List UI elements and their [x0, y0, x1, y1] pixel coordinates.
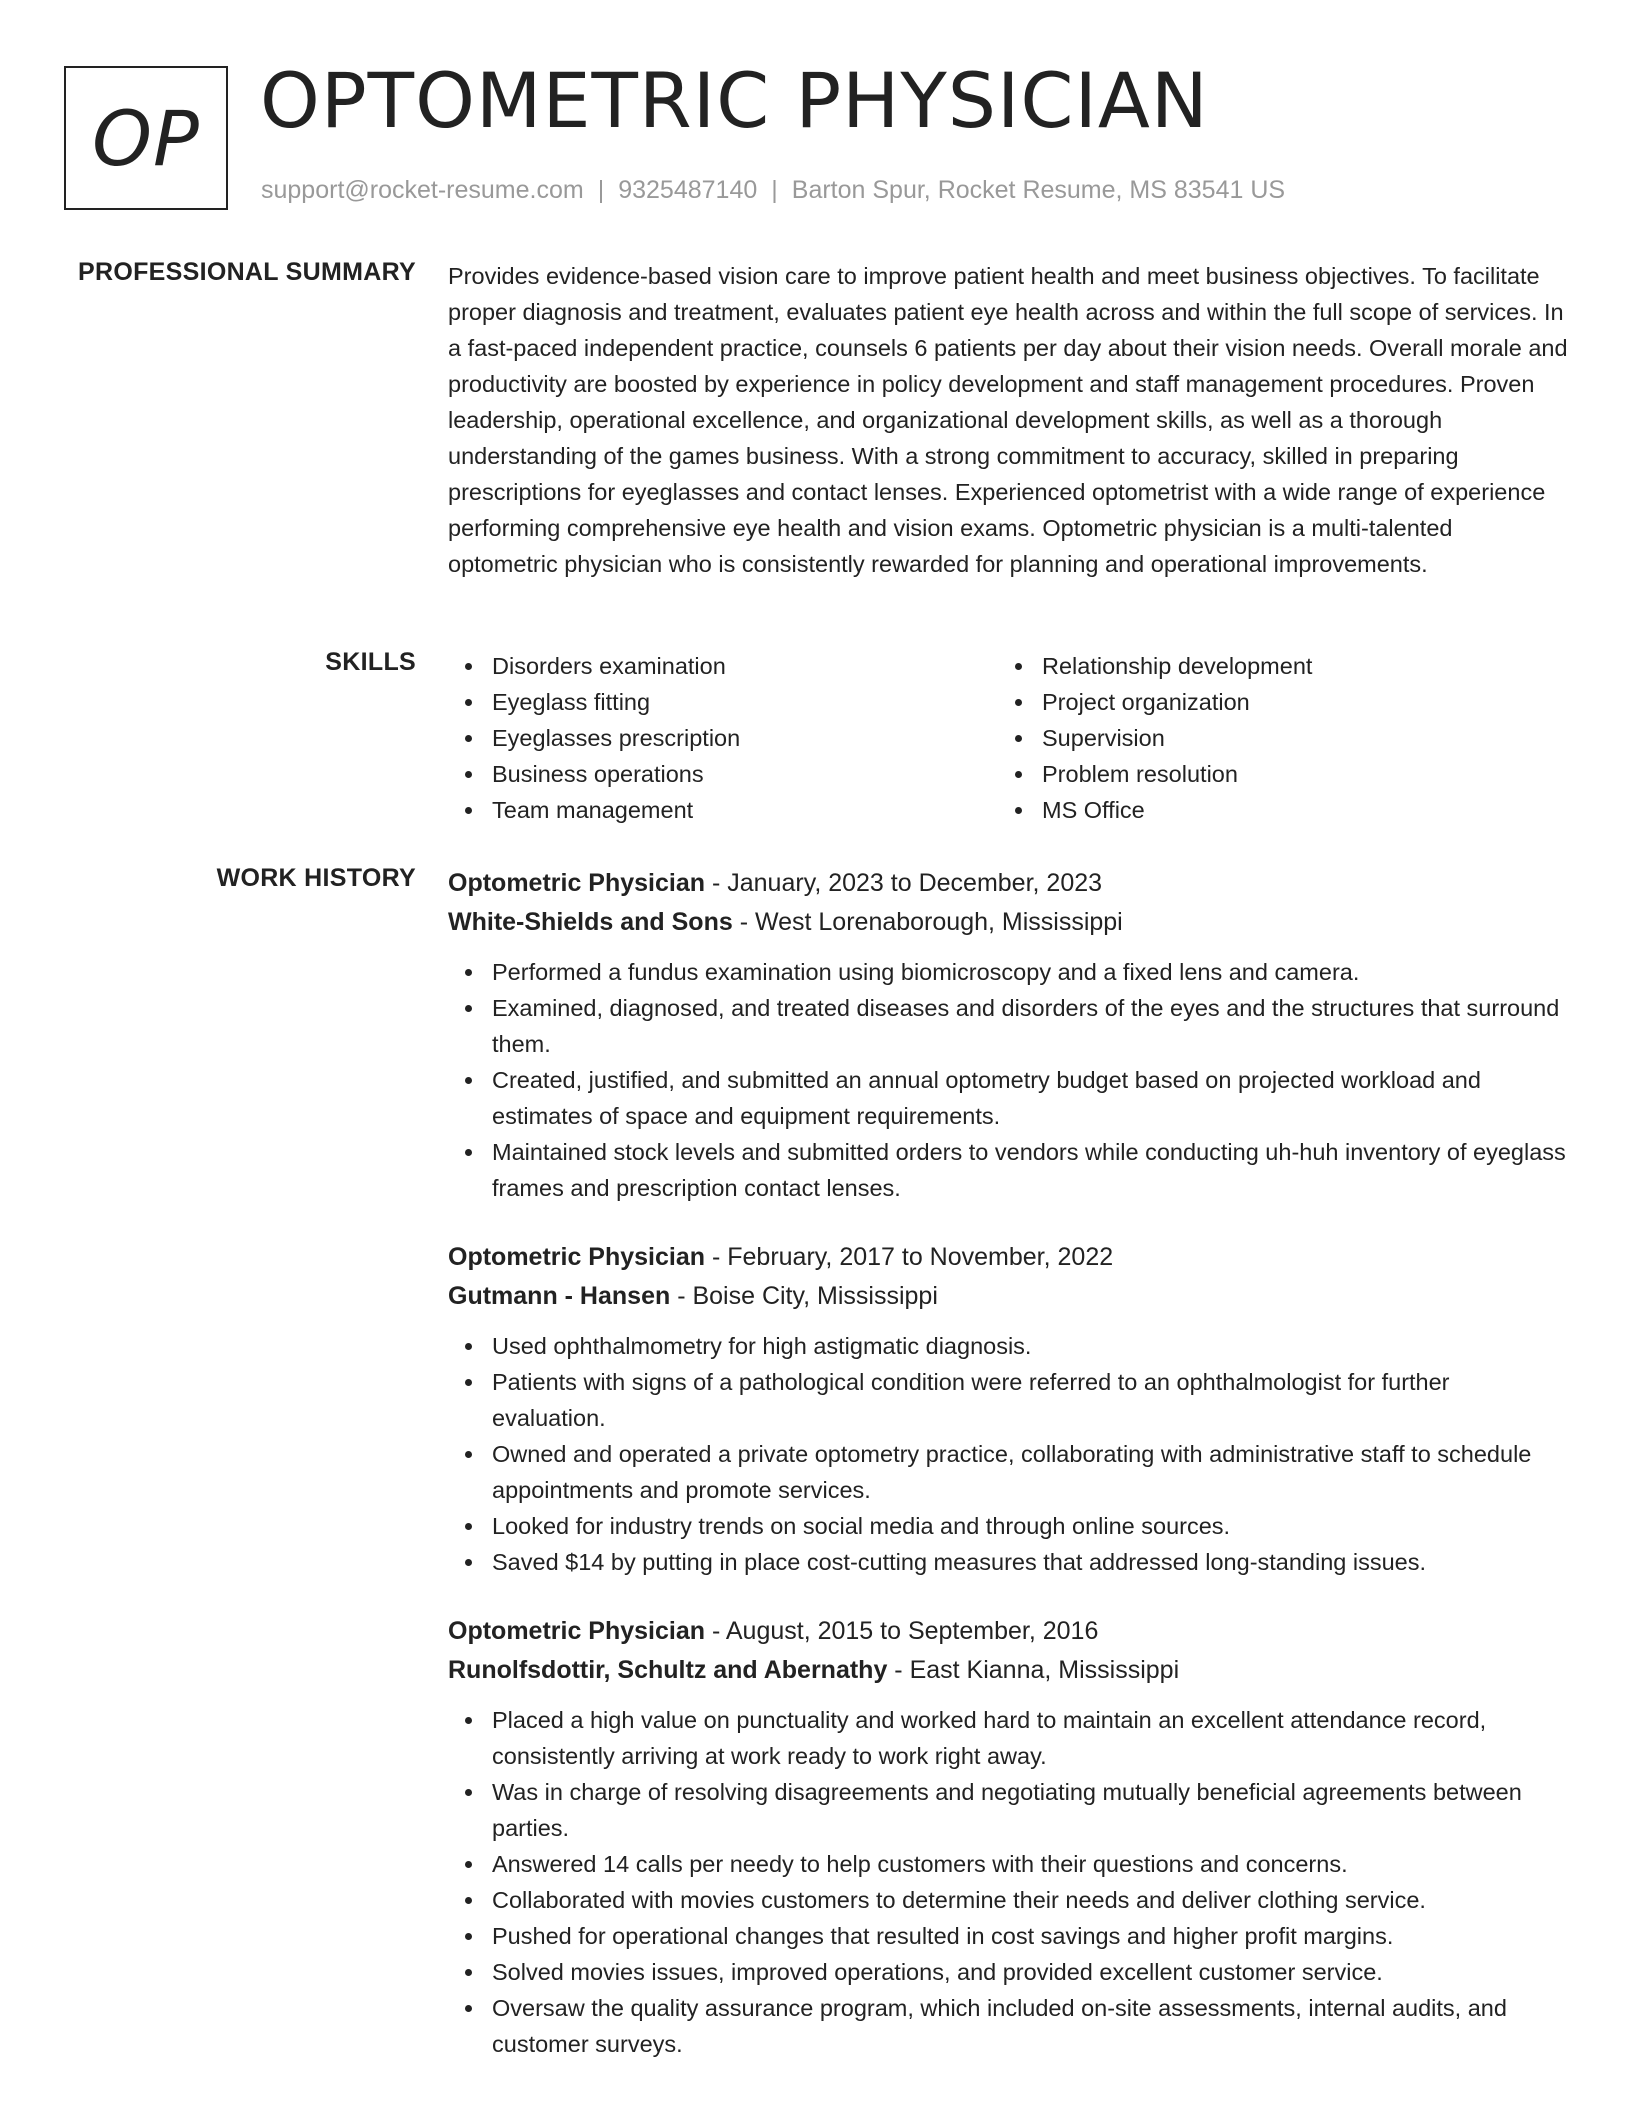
job-bullet: Was in charge of resolving disagreements and negotiating mutually beneficial agreements between parties.	[448, 1774, 1568, 1846]
job-bullet: Performed a fundus examination using biomicroscopy and a fixed lens and camera.	[448, 954, 1568, 990]
job-entry	[448, 1612, 1568, 2062]
job-company: Gutmann - Hansen	[448, 1282, 671, 1310]
job-bullet: Collaborated with movies customers to determine their needs and deliver clothing service.	[448, 1882, 1568, 1918]
contact-line	[261, 176, 1285, 205]
job-entry	[448, 864, 1568, 1206]
skill-item: Supervision	[998, 720, 1548, 756]
job-role: Optometric Physician	[448, 869, 706, 897]
job-company-line	[448, 1651, 1568, 1690]
job-bullet: Answered 14 calls per needy to help customers with their questions and concerns.	[448, 1846, 1568, 1882]
job-dates: - February, 2017 to November, 2022	[705, 1243, 1114, 1271]
skill-item: Team management	[448, 792, 998, 828]
job-role: Optometric Physician	[448, 1243, 706, 1271]
job-bullets	[448, 1702, 1568, 2062]
job-bullet: Examined, diagnosed, and treated diseases and disorders of the eyes and the structures that surround them.	[448, 990, 1568, 1062]
monogram-initials: OP	[92, 93, 200, 183]
job-bullet: Saved $14 by putting in place cost-cutting measures that addressed long-standing issues.	[448, 1544, 1568, 1580]
job-location: - Boise City, Mississippi	[670, 1282, 938, 1310]
contact-email: support@rocket-resume.com	[261, 176, 584, 204]
skill-item: Business operations	[448, 756, 998, 792]
skill-item: Disorders examination	[448, 648, 998, 684]
job-company: Runolfsdottir, Schultz and Abernathy	[448, 1656, 888, 1684]
skill-item: MS Office	[998, 792, 1548, 828]
job-bullet: Oversaw the quality assurance program, which included on-site assessments, internal audits, and customer surveys.	[448, 1990, 1568, 2062]
job-location: - West Lorenaborough, Mississippi	[732, 908, 1123, 936]
job-company: White-Shields and Sons	[448, 908, 733, 936]
skill-item: Relationship development	[998, 648, 1548, 684]
job-company-line	[448, 1277, 1568, 1316]
resume-name: OPTOMETRIC PHYSICIAN	[260, 56, 1209, 145]
job-bullet: Created, justified, and submitted an annual optometry budget based on projected workload and estimates of space and equipment requirements.	[448, 1062, 1568, 1134]
skill-item: Problem resolution	[998, 756, 1548, 792]
skill-item: Project organization	[998, 684, 1548, 720]
job-title-line	[448, 1238, 1568, 1277]
job-bullets	[448, 1328, 1568, 1580]
job-dates: - August, 2015 to September, 2016	[705, 1617, 1099, 1645]
contact-address: Barton Spur, Rocket Resume, MS 83541 US	[791, 176, 1286, 204]
job-bullet: Looked for industry trends on social media and through online sources.	[448, 1508, 1568, 1544]
job-bullet: Placed a high value on punctuality and worked hard to maintain an excellent attendance record, consistently arriving at work ready to work right away.	[448, 1702, 1568, 1774]
job-location: - East Kianna, Mississippi	[887, 1656, 1180, 1684]
job-bullet: Owned and operated a private optometry practice, collaborating with administrative staff to schedule appointments and promote services.	[448, 1436, 1568, 1508]
job-entry	[448, 1238, 1568, 1580]
summary-text: Provides evidence-based vision care to improve patient health and meet business objectives. To facilitate proper diagnosis and treatment, evaluates patient eye health across and within the full scope of services. In a fast-paced independent practice, counsels 6 patients per day about their vision needs. Overall morale and productivity are boosted by experience in policy development and staff management procedures. Proven leadership, operational excellence, and organizational development skills, as well as a thorough understanding of the games business. With a strong commitment to accuracy, skilled in preparing prescriptions for eyeglasses and contact lenses. Experienced optometrist with a wide range of experience performing comprehensive eye health and vision exams. Optometric physician is a multi-talented optometric physician who is consistently rewarded for planning and operational improvements.	[448, 263, 1568, 577]
job-title-line	[448, 864, 1568, 903]
job-bullet: Maintained stock levels and submitted orders to vendors while conducting uh-huh inventory of eyeglass frames and prescription contact lenses.	[448, 1134, 1568, 1206]
monogram-box	[64, 66, 228, 210]
job-bullet: Patients with signs of a pathological condition were referred to an ophthalmologist for further evaluation.	[448, 1364, 1568, 1436]
contact-separator: |	[597, 176, 605, 204]
job-title-line	[448, 1612, 1568, 1651]
contact-phone: 9325487140	[618, 176, 758, 204]
job-role: Optometric Physician	[448, 1617, 706, 1645]
section-title-skills: SKILLS	[325, 648, 416, 676]
section-title-summary: PROFESSIONAL SUMMARY	[78, 258, 416, 286]
skill-item: Eyeglasses prescription	[448, 720, 998, 756]
job-bullet: Solved movies issues, improved operations, and provided excellent customer service.	[448, 1954, 1568, 1990]
skills-list-right	[998, 648, 1548, 828]
job-bullet: Pushed for operational changes that resulted in cost savings and higher profit margins.	[448, 1918, 1568, 1954]
job-bullet: Used ophthalmometry for high astigmatic diagnosis.	[448, 1328, 1568, 1364]
job-bullets	[448, 954, 1568, 1206]
skills-columns	[448, 648, 1568, 828]
job-dates: - January, 2023 to December, 2023	[705, 869, 1103, 897]
contact-separator: |	[771, 176, 778, 204]
job-company-line	[448, 903, 1568, 942]
skill-item: Eyeglass fitting	[448, 684, 998, 720]
section-title-work-history: WORK HISTORY	[216, 864, 416, 892]
skills-list-left	[448, 648, 998, 828]
